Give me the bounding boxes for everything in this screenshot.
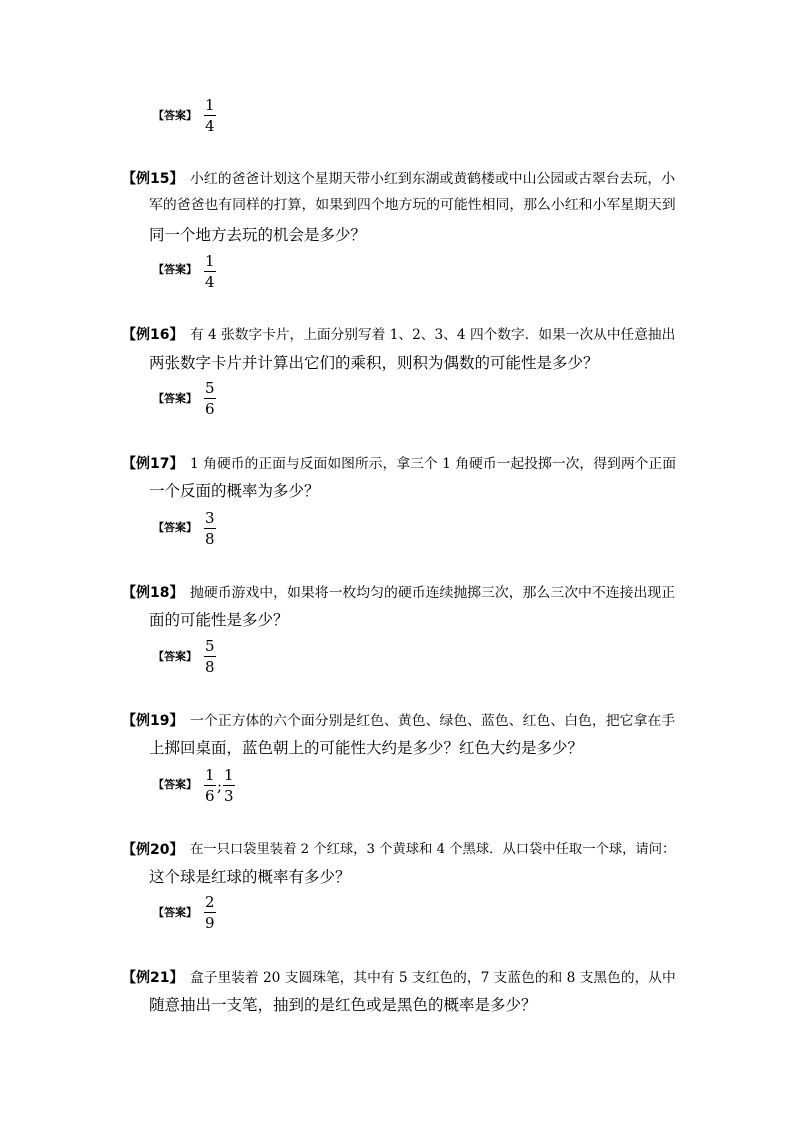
example-text-line: 小红的爸爸计划这个星期天带小红到东湖或黄鹤楼或中山公园或古翠台去玩，小 [190, 171, 676, 187]
answer-label: 【答案】 [153, 263, 197, 276]
example-label: 【例20】 [122, 842, 184, 858]
example-text-line: 同一个地方去玩的机会是多少？ [149, 226, 367, 244]
answer-fraction [204, 97, 216, 135]
example-label: 【例18】 [122, 585, 184, 601]
answer-label: 【答案】 [153, 650, 197, 663]
example-text-line: 在一只口袋里装着 2 个红球，3 个黄球和 4 个黑球．从口袋中任取一个球，请问： [190, 842, 676, 857]
fraction-bar [223, 785, 235, 786]
fraction-bar [204, 271, 216, 272]
fraction-bar [204, 528, 216, 529]
example-text-line: 军的爸爸也有同样的打算，如果到四个地方玩的可能性相同，那么小红和小军星期天到 [149, 197, 676, 213]
answer-fraction [204, 253, 216, 291]
example-label: 【例15】 [122, 171, 184, 187]
example-text-line: 一个正方体的六个面分别是红色、黄色、绿色、蓝色、红色、白色，把它拿在手 [190, 713, 676, 729]
example-text-line: 1 角硬币的正面与反面如图所示，拿三个 1 角硬币一起投掷一次，得到两个正面 [190, 456, 677, 472]
fraction-numerator: 5 [205, 379, 215, 397]
fraction-numerator: 5 [205, 637, 215, 655]
answer-fraction [204, 510, 216, 548]
answer-fraction [204, 638, 216, 676]
fraction-denominator: 9 [205, 914, 215, 932]
fraction-numerator: 1 [205, 766, 215, 784]
example-text-line: 盒子里装着 20 支圆珠笔，其中有 5 支红色的，7 支蓝色的和 8 支黑色的，从中 [190, 970, 676, 986]
answer-fraction [204, 767, 216, 805]
example-label: 【例17】 [122, 456, 184, 472]
example-text-line: 两张数字卡片并计算出它们的乘积，则积为偶数的可能性是多少？ [149, 354, 599, 372]
answer-fraction [204, 380, 216, 418]
fraction-denominator: 3 [224, 787, 234, 805]
fraction-denominator: 6 [205, 400, 215, 418]
answer-separator: ; [217, 777, 223, 795]
fraction-denominator: 8 [205, 530, 215, 548]
answer-label: 【答案】 [153, 906, 197, 919]
fraction-bar [204, 656, 216, 657]
fraction-bar [204, 398, 216, 399]
example-label: 【例21】 [122, 970, 184, 986]
example-text-line: 一个反面的概率为多少？ [149, 482, 320, 500]
answer-fraction [223, 767, 235, 805]
fraction-numerator: 1 [205, 96, 215, 114]
answer-fraction [204, 894, 216, 932]
fraction-numerator: 1 [205, 252, 215, 270]
fraction-numerator: 1 [224, 766, 234, 784]
fraction-denominator: 4 [205, 273, 215, 291]
fraction-denominator: 8 [205, 658, 215, 676]
example-label: 【例19】 [122, 713, 184, 729]
example-text-line: 有 4 张数字卡片，上面分别写着 1、2、3、4 四个数字．如果一次从中任意抽出 [190, 327, 676, 343]
fraction-bar [204, 912, 216, 913]
fraction-numerator: 3 [205, 509, 215, 527]
example-text-line: 面的可能性是多少？ [149, 611, 289, 629]
answer-label: 【答案】 [153, 392, 197, 405]
example-label: 【例16】 [122, 327, 184, 343]
fraction-bar [204, 115, 216, 116]
fraction-denominator: 6 [205, 787, 215, 805]
answer-label: 【答案】 [153, 521, 197, 534]
example-text-line: 上掷回桌面，蓝色朝上的可能性大约是多少？红色大约是多少？ [149, 739, 584, 757]
answer-label: 【答案】 [153, 109, 197, 122]
fraction-numerator: 2 [205, 893, 215, 911]
example-text-line: 抛硬币游戏中，如果将一枚均匀的硬币连续抛掷三次，那么三次中不连接出现正 [190, 585, 676, 601]
answer-label: 【答案】 [153, 778, 197, 791]
fraction-denominator: 4 [205, 117, 215, 135]
fraction-bar [204, 785, 216, 786]
example-text-line: 随意抽出一支笔，抽到的是红色或是黑色的概率是多少？ [149, 996, 537, 1014]
example-text-line: 这个球是红球的概率有多少？ [149, 868, 351, 886]
